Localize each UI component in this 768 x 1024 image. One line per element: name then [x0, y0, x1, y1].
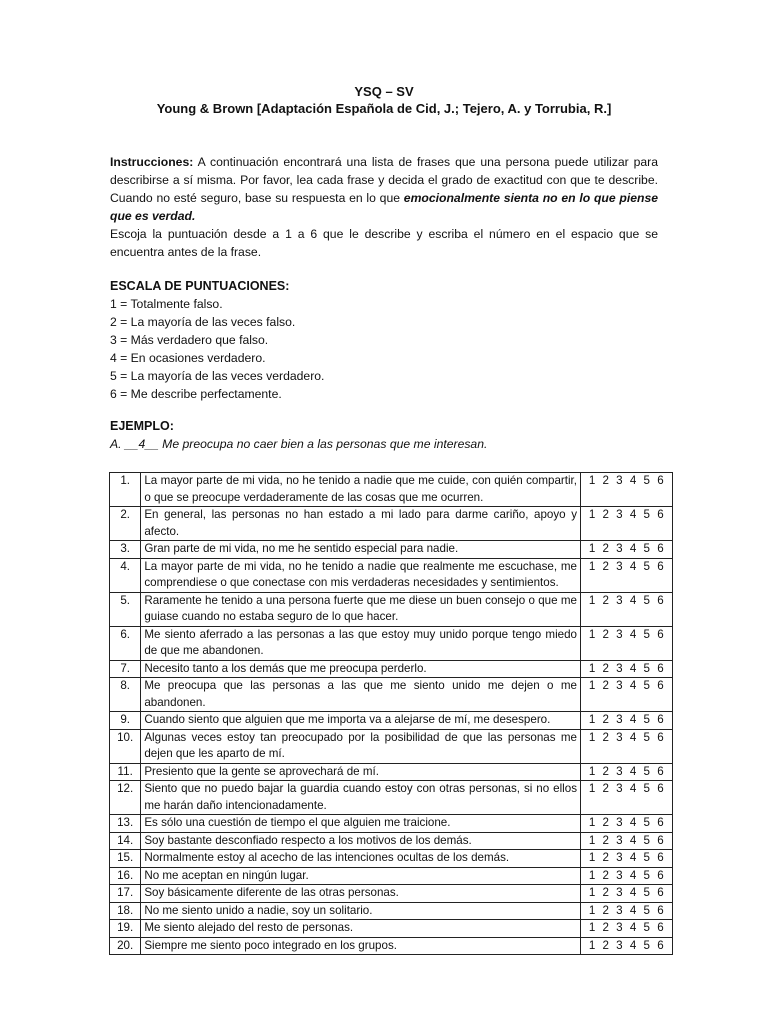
rating-options[interactable]: 1 2 3 4 5 6: [581, 660, 673, 678]
item-number: 15.: [110, 850, 141, 868]
item-number: 9.: [110, 712, 141, 730]
rating-options[interactable]: 1 2 3 4 5 6: [581, 507, 673, 541]
item-statement: Es sólo una cuestión de tiempo el que alguien me traicione.: [141, 815, 581, 833]
item-statement: Me siento aferrado a las personas a las que estoy muy unido porque tengo miedo de que me abandonen.: [141, 626, 581, 660]
table-row: [110, 626, 673, 660]
item-number: 12.: [110, 781, 141, 815]
rating-options[interactable]: 1 2 3 4 5 6: [581, 592, 673, 626]
instructions-block: [110, 153, 658, 261]
item-statement: Siempre me siento poco integrado en los grupos.: [141, 937, 581, 955]
rating-options[interactable]: 1 2 3 4 5 6: [581, 541, 673, 559]
table-row: [110, 729, 673, 763]
instructions-paragraph: [110, 153, 658, 225]
item-number: 18.: [110, 902, 141, 920]
item-statement: No me aceptan en ningún lugar.: [141, 867, 581, 885]
rating-options[interactable]: 1 2 3 4 5 6: [581, 712, 673, 730]
example-heading: EJEMPLO:: [110, 419, 174, 433]
table-row: [110, 712, 673, 730]
table-row: [110, 832, 673, 850]
rating-options[interactable]: 1 2 3 4 5 6: [581, 781, 673, 815]
table-row: [110, 850, 673, 868]
item-number: 1.: [110, 473, 141, 507]
table-row: [110, 541, 673, 559]
rating-options[interactable]: 1 2 3 4 5 6: [581, 678, 673, 712]
item-number: 8.: [110, 678, 141, 712]
item-statement: No me siento unido a nadie, soy un solitario.: [141, 902, 581, 920]
table-row: [110, 781, 673, 815]
scale-item: 1 = Totalmente falso.: [110, 297, 223, 311]
table-row: [110, 678, 673, 712]
item-statement: Soy básicamente diferente de las otras personas.: [141, 885, 581, 903]
rating-options[interactable]: 1 2 3 4 5 6: [581, 850, 673, 868]
scale-item: 3 = Más verdadero que falso.: [110, 333, 269, 347]
item-number: 10.: [110, 729, 141, 763]
rating-options[interactable]: 1 2 3 4 5 6: [581, 473, 673, 507]
example-text: A. __4__ Me preocupa no caer bien a las personas que me interesan.: [110, 437, 488, 451]
item-statement: Soy bastante desconfiado respecto a los motivos de los demás.: [141, 832, 581, 850]
item-number: 17.: [110, 885, 141, 903]
rating-options[interactable]: 1 2 3 4 5 6: [581, 558, 673, 592]
table-row: [110, 902, 673, 920]
questionnaire-table: [109, 472, 673, 955]
rating-options[interactable]: 1 2 3 4 5 6: [581, 626, 673, 660]
instructions-label: Instrucciones:: [110, 155, 194, 169]
item-number: 13.: [110, 815, 141, 833]
item-statement: La mayor parte de mi vida, no he tenido a nadie que me cuide, con quién compartir, o que se preocupe verdaderamente de las cosas que me ocurren.: [141, 473, 581, 507]
scale-item: 5 = La mayoría de las veces verdadero.: [110, 369, 325, 383]
item-statement: Normalmente estoy al acecho de las intenciones ocultas de los demás.: [141, 850, 581, 868]
scale-item: 6 = Me describe perfectamente.: [110, 387, 282, 401]
rating-options[interactable]: 1 2 3 4 5 6: [581, 832, 673, 850]
item-statement: Gran parte de mi vida, no me he sentido especial para nadie.: [141, 541, 581, 559]
item-number: 6.: [110, 626, 141, 660]
example-block: [110, 417, 658, 453]
item-statement: Raramente he tenido a una persona fuerte que me diese un buen consejo o que me guiase cuando no estaba seguro de lo que hacer.: [141, 592, 581, 626]
instructions-emphasis: emocionalmente sienta no en lo que piense que es verdad.: [110, 191, 659, 223]
rating-options[interactable]: 1 2 3 4 5 6: [581, 763, 673, 781]
document-title: YSQ – SV: [354, 84, 414, 99]
item-statement: En general, las personas no han estado a mi lado para darme cariño, apoyo y afecto.: [141, 507, 581, 541]
instructions-text: A continuación encontrará una lista de frases que una persona puede utilizar para describirse a sí misma. Por favor, lea cada frase y decida el grado de exactitud con que te describe. Cuando no esté seguro, base su respuesta en lo que: [110, 155, 658, 205]
item-statement: Me preocupa que las personas a las que me siento unido me dejen o me abandonen.: [141, 678, 581, 712]
item-statement: Necesito tanto a los demás que me preocupa perderlo.: [141, 660, 581, 678]
table-row: [110, 867, 673, 885]
table-row: [110, 507, 673, 541]
rating-scale: [110, 277, 658, 403]
rating-scale-heading: ESCALA DE PUNTUACIONES:: [110, 279, 290, 293]
document-subtitle: Young & Brown [Adaptación Española de Cid, J.; Tejero, A. y Torrubia, R.]: [156, 101, 612, 116]
rating-options[interactable]: 1 2 3 4 5 6: [581, 937, 673, 955]
scale-item: 2 = La mayoría de las veces falso.: [110, 315, 296, 329]
item-number: 2.: [110, 507, 141, 541]
item-number: 16.: [110, 867, 141, 885]
rating-options[interactable]: 1 2 3 4 5 6: [581, 920, 673, 938]
instructions-paragraph-2: Escoja la puntuación desde a 1 a 6 que le describe y escriba el número en el espacio que se encuentra antes de la frase.: [110, 227, 658, 259]
table-row: [110, 885, 673, 903]
table-row: [110, 592, 673, 626]
scale-item: 4 = En ocasiones verdadero.: [110, 351, 266, 365]
rating-options[interactable]: 1 2 3 4 5 6: [581, 815, 673, 833]
item-statement: Cuando siento que alguien que me importa va a alejarse de mí, me desespero.: [141, 712, 581, 730]
item-number: 11.: [110, 763, 141, 781]
table-row: [110, 763, 673, 781]
item-statement: Siento que no puedo bajar la guardia cuando estoy con otras personas, si no ellos me harán daño intencionadamente.: [141, 781, 581, 815]
item-number: 19.: [110, 920, 141, 938]
item-number: 4.: [110, 558, 141, 592]
rating-options[interactable]: 1 2 3 4 5 6: [581, 902, 673, 920]
item-statement: La mayor parte de mi vida, no he tenido a nadie que realmente me escuchase, me comprendiese o que conectase con mis verdaderas necesidades y sentimientos.: [141, 558, 581, 592]
questionnaire-body: [110, 473, 673, 955]
table-row: [110, 558, 673, 592]
table-row: [110, 815, 673, 833]
rating-options[interactable]: 1 2 3 4 5 6: [581, 729, 673, 763]
item-statement: Me siento alejado del resto de personas.: [141, 920, 581, 938]
rating-options[interactable]: 1 2 3 4 5 6: [581, 885, 673, 903]
item-number: 14.: [110, 832, 141, 850]
item-number: 7.: [110, 660, 141, 678]
table-row: [110, 473, 673, 507]
table-row: [110, 937, 673, 955]
rating-options[interactable]: 1 2 3 4 5 6: [581, 867, 673, 885]
item-number: 3.: [110, 541, 141, 559]
item-number: 5.: [110, 592, 141, 626]
table-row: [110, 920, 673, 938]
item-number: 20.: [110, 937, 141, 955]
item-statement: Presiento que la gente se aprovechará de mí.: [141, 763, 581, 781]
item-statement: Algunas veces estoy tan preocupado por la posibilidad de que las personas me dejen que les aparto de mí.: [141, 729, 581, 763]
table-row: [110, 660, 673, 678]
